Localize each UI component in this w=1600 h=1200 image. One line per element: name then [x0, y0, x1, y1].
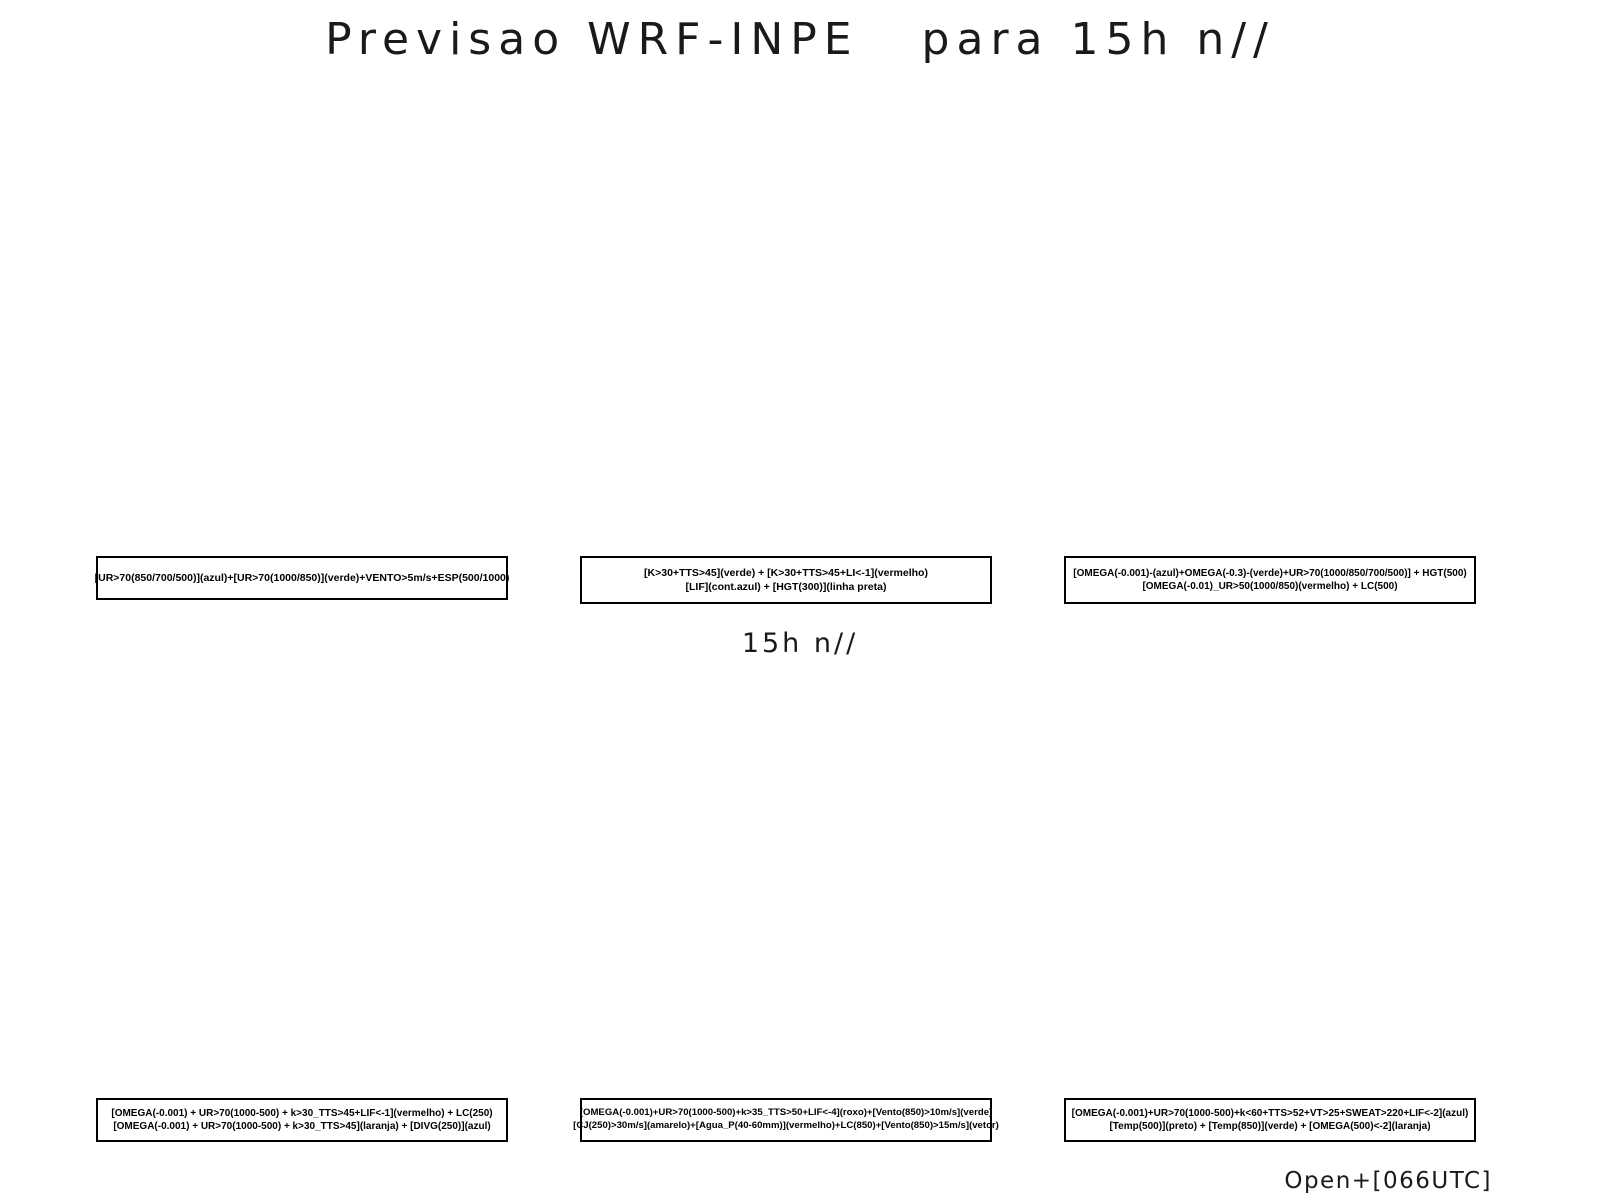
map-panel-bottom-center [580, 680, 992, 1090]
legend-line: [OMEGA(-0.001) + UR>70(1000-500) + k>30_TTS>45](laranja) + [DIVG(250)](azul) [113, 1121, 491, 1132]
legend-line: [CJ(250)>30m/s](amarelo)+[Agua_P(40-60mm)](vermelho)+LC(850)+[Vento(850)>15m/s](vetor) [573, 1120, 999, 1131]
legend-line: [Temp(500)](preto) + [Temp(850)](verde) + [OMEGA(500)<-2](laranja) [1109, 1121, 1431, 1132]
legend-box-bottom-right [1064, 1098, 1476, 1142]
legend-line: [LIF](cont.azul) + [HGT(300)](linha preta) [685, 581, 887, 593]
bottom-right-label: Open+[066UTC] [1284, 1168, 1492, 1194]
map-panel-bottom-left [96, 680, 508, 1090]
legend-line: [UR>70(850/700/500)](azul)+[UR>70(1000/850)](verde)+VENTO>5m/s+ESP(500/1000) [94, 571, 510, 584]
legend-line: [OMEGA(-0.001)+UR>70(1000-500)+k>35_TTS>50+LIF<-4](roxo)+[Vento(850)>10m/s](verde) [579, 1107, 993, 1119]
legend-line: [OMEGA(-0.001) + UR>70(1000-500) + k>30_TTS>45+LIF<-1](vermelho) + LC(250) [111, 1107, 493, 1119]
map-panel-bottom-right [1064, 680, 1476, 1090]
legend-box-bottom-left [96, 1098, 508, 1142]
page-title: Previsao WRF-INPE para 15h n// [325, 14, 1275, 65]
legend-line: [K>30+TTS>45](verde) + [K>30+TTS>45+LI<-1](vermelho) [644, 566, 928, 579]
mid-subtitle: 15h n// [741, 628, 859, 659]
map-panel-top-left [96, 96, 508, 548]
legend-box-top-center [580, 556, 992, 604]
legend-box-top-left [96, 556, 508, 600]
legend-box-top-right [1064, 556, 1476, 604]
legend-line: [OMEGA(-0.001)-(azul)+OMEGA(-0.3)-(verde)+UR>70(1000/850/700/500)] + HGT(500) [1073, 567, 1467, 579]
legend-line: [OMEGA(-0.01)_UR>50(1000/850)(vermelho) + LC(500) [1142, 581, 1398, 592]
legend-line: [OMEGA(-0.001)+UR>70(1000-500)+k<60+TTS>52+VT>25+SWEAT>220+LIF<-2](azul) [1071, 1107, 1469, 1119]
map-panel-top-right [1064, 96, 1476, 548]
map-panel-top-center [580, 96, 992, 548]
legend-box-bottom-center [573, 1098, 999, 1142]
